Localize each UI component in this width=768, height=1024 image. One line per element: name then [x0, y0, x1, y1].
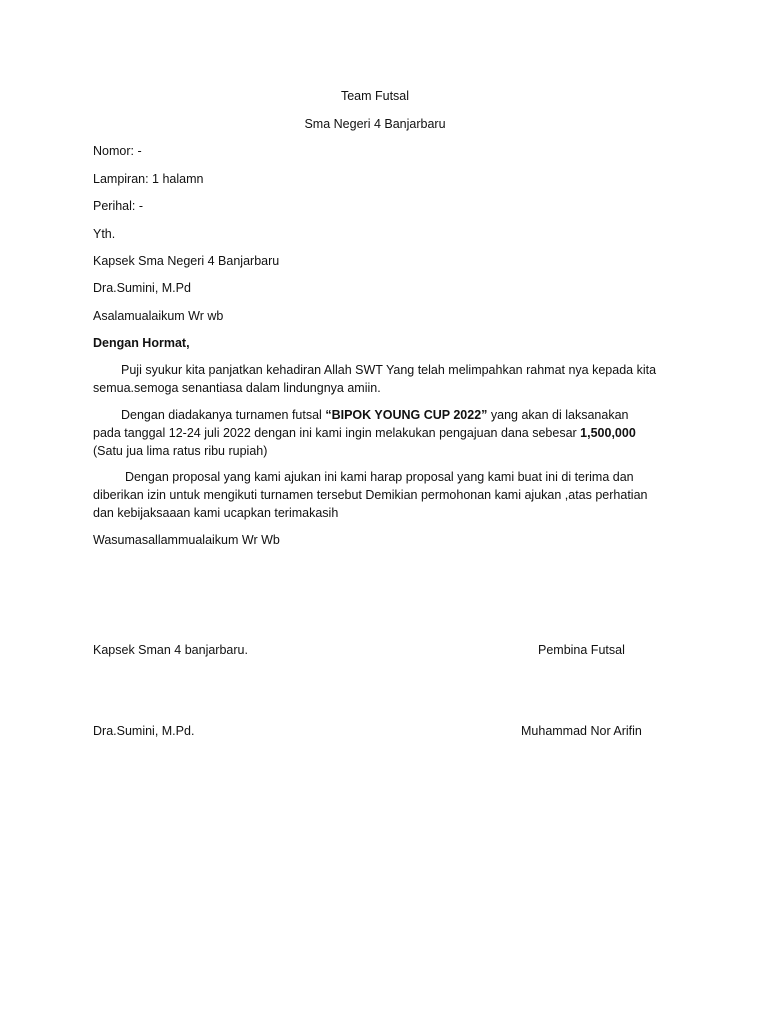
paragraph-3-text: Dengan proposal yang kami ajukan ini kami harap proposal yang kami buat ini di terima dan diberikan izin untuk mengikuti turnamen tersebut Demikian permohonan kami ajukan ,atas perhatian dan kebijaksaaan kami ucapkan terimakasih — [93, 470, 648, 520]
salutation: Dengan Hormat, — [93, 336, 190, 350]
signature-left-name: Dra.Sumini, M.Pd. — [93, 724, 195, 738]
signature-left-title: Kapsek Sman 4 banjarbaru. — [93, 643, 248, 657]
lampiran-line: Lampiran: 1 halamn — [93, 172, 204, 186]
paragraph-2-part-2: yang akan di laksanakan pada tanggal 12-24 juli 2022 dengan ini kami ingin melakukan pengajuan dana sebesar — [93, 408, 629, 440]
signature-right-title: Pembina Futsal — [538, 643, 625, 657]
paragraph-3 — [93, 468, 658, 522]
perihal-line: Perihal: - — [93, 199, 144, 213]
recipient-line-2: Dra.Sumini, M.Pd — [93, 281, 191, 295]
letter-title: Team Futsal — [340, 89, 410, 103]
nomor-line: Nomor: - — [93, 144, 142, 158]
signature-right-name: Muhammad Nor Arifin — [521, 724, 642, 738]
recipient-line-1: Kapsek Sma Negeri 4 Banjarbaru — [93, 254, 280, 268]
paragraph-2-part-3: (Satu jua lima ratus ribu rupiah) — [93, 444, 268, 458]
fund-amount: 1,500,000 — [580, 426, 636, 440]
paragraph-2-part-1: Dengan diadakanya turnamen futsal — [121, 408, 326, 422]
letter-subtitle: Sma Negeri 4 Banjarbaru — [304, 117, 446, 131]
closing: Wasumasallammualaikum Wr Wb — [93, 533, 280, 547]
event-name: “BIPOK YOUNG CUP 2022” — [325, 408, 488, 422]
yth-line: Yth. — [93, 227, 116, 241]
greeting: Asalamualaikum Wr wb — [93, 309, 224, 323]
paragraph-1-text: Puji syukur kita panjatkan kehadiran Allah SWT Yang telah melimpahkan rahmat nya kepada kita semua.semoga senantiasa dalam lindungnya amiin. — [93, 363, 657, 395]
paragraph-1 — [93, 361, 658, 397]
paragraph-2 — [93, 406, 658, 460]
paragraph-2-text — [93, 406, 658, 460]
